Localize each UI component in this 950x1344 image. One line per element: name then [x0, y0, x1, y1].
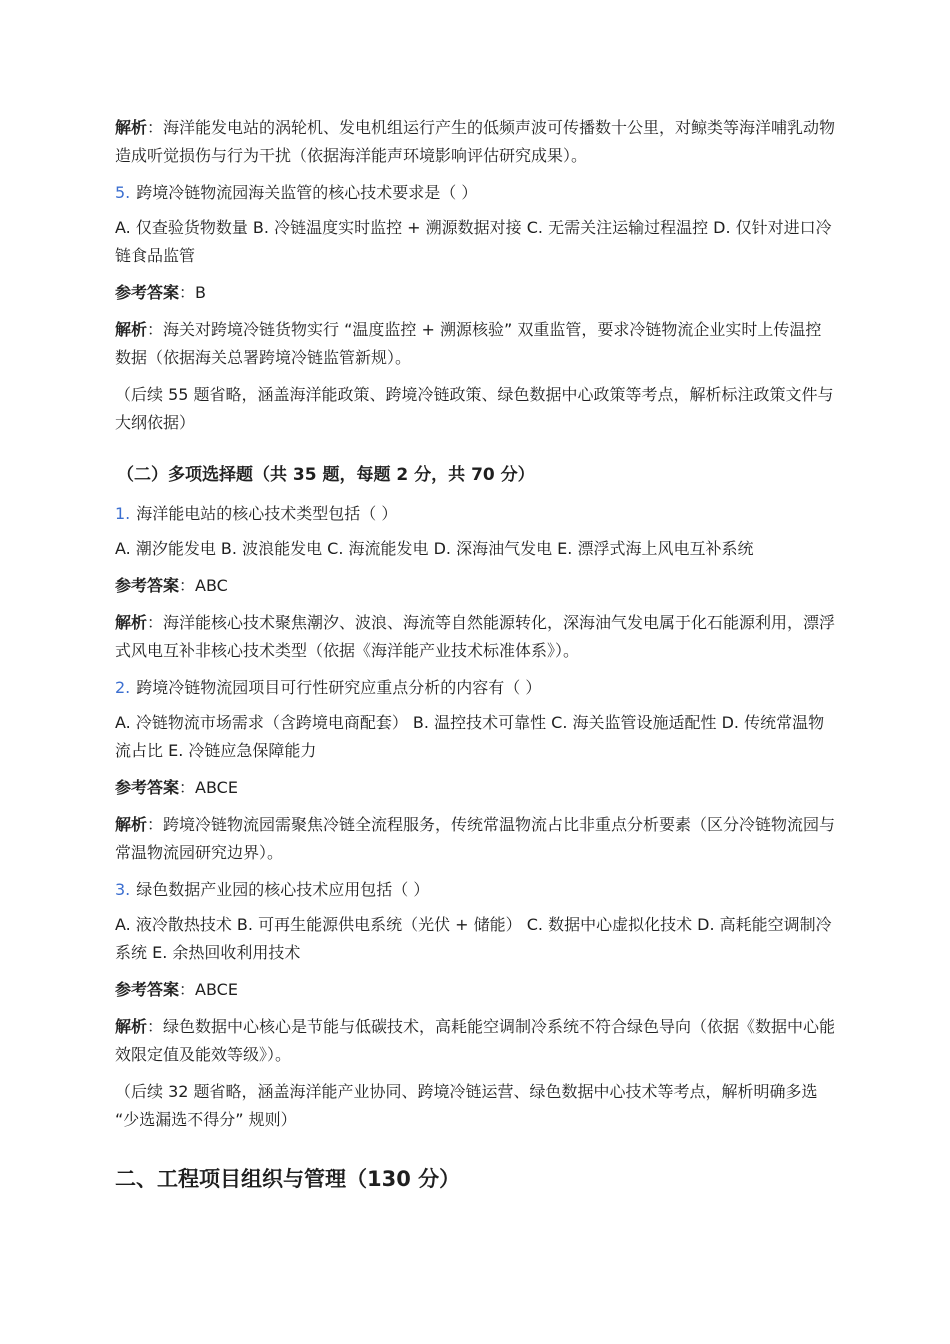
document-page [115, 114, 837, 1194]
question-m3 [115, 876, 837, 904]
question-m2 [115, 674, 837, 702]
section-heading-part-2: 二、工程项目组织与管理（130 分） [115, 1167, 461, 1191]
analysis-label: 解析 [115, 320, 148, 339]
analysis-text: ：海洋能核心技术聚焦潮汐、波浪、海流等自然能源转化，深海油气发电属于化石能源利用，漂浮式风电互补非核心技术类型（依据《海洋能产业技术标准体系》）。 [115, 613, 836, 660]
question-number: 1. [115, 504, 131, 523]
question-options: A. 冷链物流市场需求（含跨境电商配套） B. 温控技术可靠性 C. 海关监管设施适配性 D. 传统常温物流占比 E. 冷链应急保障能力 [115, 713, 825, 760]
analysis-paragraph [115, 811, 837, 867]
analysis-paragraph [115, 609, 837, 665]
answer-paragraph [115, 774, 837, 802]
analysis-label: 解析 [115, 1017, 148, 1036]
section-heading-multiple-choice: （二）多项选择题（共 35 题，每题 2 分，共 70 分） [117, 465, 535, 485]
analysis-text: ：海洋能发电站的涡轮机、发电机组运行产生的低频声波可传播数十公里，对鲸类等海洋哺乳动物造成听觉损伤与行为干扰（依据海洋能声环境影响评估研究成果）。 [115, 118, 836, 165]
question-text: 跨境冷链物流园海关监管的核心技术要求是（ ） [136, 183, 478, 202]
analysis-label: 解析 [115, 118, 148, 137]
question-5 [115, 179, 837, 207]
question-m1 [115, 500, 837, 528]
analysis-text: ：跨境冷链物流园需聚焦冷链全流程服务，传统常温物流占比非重点分析要素（区分冷链物流园与常温物流园研究边界）。 [115, 815, 836, 862]
question-text: 海洋能电站的核心技术类型包括（ ） [136, 504, 398, 523]
question-options: A. 仅查验货物数量 B. 冷链温度实时监控 + 溯源数据对接 C. 无需关注运输过程温控 D. 仅针对进口冷链食品监管 [115, 218, 832, 265]
answer-paragraph [115, 279, 837, 307]
analysis-paragraph [115, 316, 837, 372]
question-options: A. 液冷散热技术 B. 可再生能源供电系统（光伏 + 储能） C. 数据中心虚拟化技术 D. 高耗能空调制冷系统 E. 余热回收利用技术 [115, 915, 832, 962]
analysis-paragraph [115, 114, 837, 170]
question-text: 跨境冷链物流园项目可行性研究应重点分析的内容有（ ） [136, 678, 542, 697]
analysis-text: ：海关对跨境冷链货物实行 “温度监控 + 溯源核验” 双重监管，要求冷链物流企业实时上传温控数据（依据海关总署跨境冷链监管新规）。 [115, 320, 822, 367]
answer-value: ：ABCE [179, 778, 238, 797]
answer-label: 参考答案 [115, 778, 180, 797]
answer-value: ：ABCE [179, 980, 238, 999]
answer-paragraph [115, 572, 837, 600]
analysis-label: 解析 [115, 613, 148, 632]
answer-label: 参考答案 [115, 283, 180, 302]
answer-label: 参考答案 [115, 576, 180, 595]
answer-value: ：B [179, 283, 206, 302]
question-number: 5. [115, 183, 131, 202]
analysis-paragraph [115, 1013, 837, 1069]
question-number: 3. [115, 880, 131, 899]
omission-note: （后续 32 题省略，涵盖海洋能产业协同、跨境冷链运营、绿色数据中心技术等考点，解析明确多选 “少选漏选不得分” 规则） [115, 1082, 818, 1129]
answer-paragraph [115, 976, 837, 1004]
analysis-label: 解析 [115, 815, 148, 834]
answer-value: ：ABC [179, 576, 228, 595]
omission-note: （后续 55 题省略，涵盖海洋能政策、跨境冷链政策、绿色数据中心政策等考点，解析标注政策文件与大纲依据） [115, 385, 834, 432]
analysis-text: ：绿色数据中心核心是节能与低碳技术，高耗能空调制冷系统不符合绿色导向（依据《数据中心能效限定值及能效等级》）。 [115, 1017, 836, 1064]
question-number: 2. [115, 678, 131, 697]
answer-label: 参考答案 [115, 980, 180, 999]
question-options: A. 潮汐能发电 B. 波浪能发电 C. 海流能发电 D. 深海油气发电 E. 漂浮式海上风电互补系统 [115, 539, 754, 558]
question-text: 绿色数据产业园的核心技术应用包括（ ） [136, 880, 430, 899]
